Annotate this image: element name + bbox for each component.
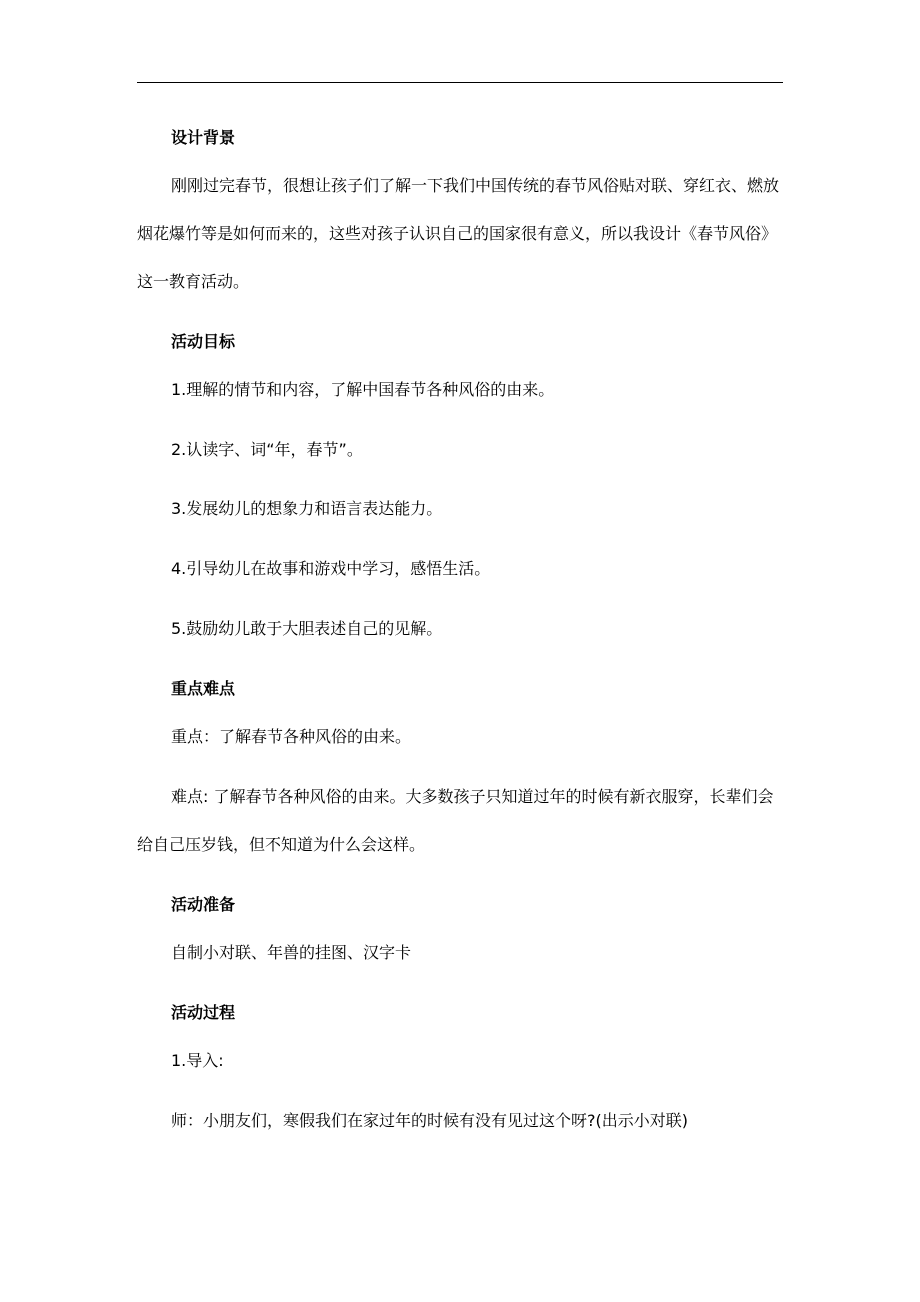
section-heading-preparation: 活动准备 [171,895,236,914]
difficulty-line: 给自己压岁钱，但不知道为什么会这样。 [137,835,426,854]
goal-item: 3.发展幼儿的想象力和语言表达能力。 [171,499,443,518]
preparation-text: 自制小对联、年兽的挂图、汉字卡 [171,943,412,962]
paragraph-line: 刚刚过完春节，很想让孩子们了解一下我们中国传统的春节风俗贴对联、穿红衣、燃放 [171,176,780,195]
header-rule [137,82,783,83]
goal-item: 4.引导幼儿在故事和游戏中学习，感悟生活。 [171,559,491,578]
difficulty-line: 难点: 了解春节各种风俗的由来。大多数孩子只知道过年的时候有新衣服穿，长辈们会 [171,787,774,806]
section-heading-goals: 活动目标 [171,332,236,351]
section-heading-background: 设计背景 [171,128,236,147]
goal-item: 5.鼓励幼儿敢于大胆表述自己的见解。 [171,619,443,638]
goal-item: 1.理解的情节和内容，了解中国春节各种风俗的由来。 [171,380,555,399]
section-heading-process: 活动过程 [171,1003,236,1022]
section-heading-key-points: 重点难点 [171,679,236,698]
goal-item: 2.认读字、词“年，春节”。 [171,440,363,459]
key-point-text: 重点：了解春节各种风俗的由来。 [171,727,412,746]
paragraph-line: 这一教育活动。 [137,272,250,291]
paragraph-line: 烟花爆竹等是如何而来的，这些对孩子认识自己的国家很有意义，所以我设计《春节风俗》 [137,224,778,243]
process-step: 1.导入: [171,1051,224,1070]
teacher-line: 师：小朋友们，寒假我们在家过年的时候有没有见过这个呀?(出示小对联) [171,1111,688,1130]
